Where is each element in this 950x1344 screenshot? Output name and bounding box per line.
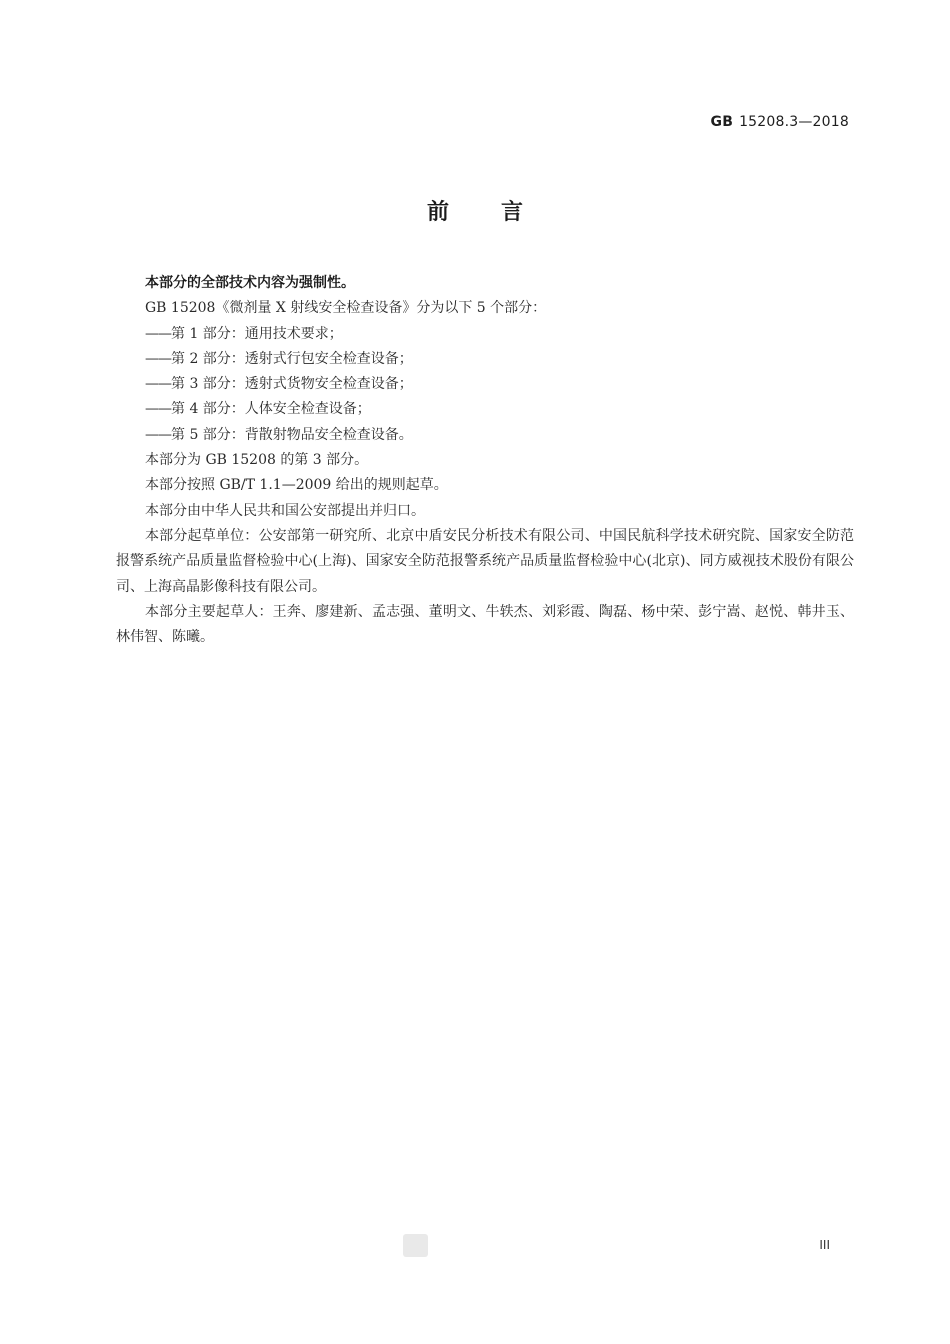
parts-intro: GB 15208《微剂量 X 射线安全检查设备》分为以下 5 个部分： (145, 300, 547, 317)
list-item-text: 第 4 部分：人体安全检查设备； (171, 401, 371, 418)
list-item (116, 347, 854, 372)
standard-prefix: GB (710, 114, 734, 130)
list-dash: —— (145, 350, 171, 367)
list-dash: —— (145, 401, 171, 418)
list-item-text: 第 2 部分：透射式行包安全检查设备； (171, 350, 413, 367)
list-dash: —— (145, 376, 171, 393)
list-item-text: 第 3 部分：透射式货物安全检查设备； (171, 376, 413, 393)
list-item (116, 372, 854, 397)
proposer-statement: 本部分由中华人民共和国公安部提出并归口。 (145, 502, 425, 519)
standard-number: 15208.3—2018 (739, 114, 849, 130)
list-item (116, 423, 854, 448)
main-drafters: 本部分主要起草人：王奔、廖建新、孟志强、董明文、牛轶杰、刘彩霞、陶磊、杨中荣、彭宁嵩、赵悦、韩井玉、林伟智、陈曦。 (116, 603, 854, 646)
list-item (116, 397, 854, 422)
mandatory-statement: 本部分的全部技术内容为强制性。 (145, 275, 355, 291)
list-dash: —— (145, 426, 171, 443)
drafting-rules: 本部分按照 GB/T 1.1—2009 给出的规则起草。 (145, 477, 448, 494)
standard-code (711, 114, 850, 130)
foreword-body (116, 271, 854, 650)
part-statement: 本部分为 GB 15208 的第 3 部分。 (145, 452, 369, 469)
list-item (116, 322, 854, 347)
list-dash: —— (145, 325, 171, 342)
list-item-text: 第 5 部分：背散射物品安全检查设备。 (171, 426, 413, 443)
page-title: 前言 (426, 200, 575, 225)
page-number: III (819, 1238, 830, 1252)
list-item-text: 第 1 部分：通用技术要求； (171, 325, 343, 342)
scan-mark (403, 1234, 428, 1257)
drafting-units: 本部分起草单位：公安部第一研究所、北京中盾安民分析技术有限公司、中国民航科学技术研究院、国家安全防范报警系统产品质量监督检验中心(上海)、国家安全防范报警系统产品质量监督检验中心(北京)、同方威视技术股份有限公司、上海高晶影像科技有限公司。 (116, 527, 854, 595)
